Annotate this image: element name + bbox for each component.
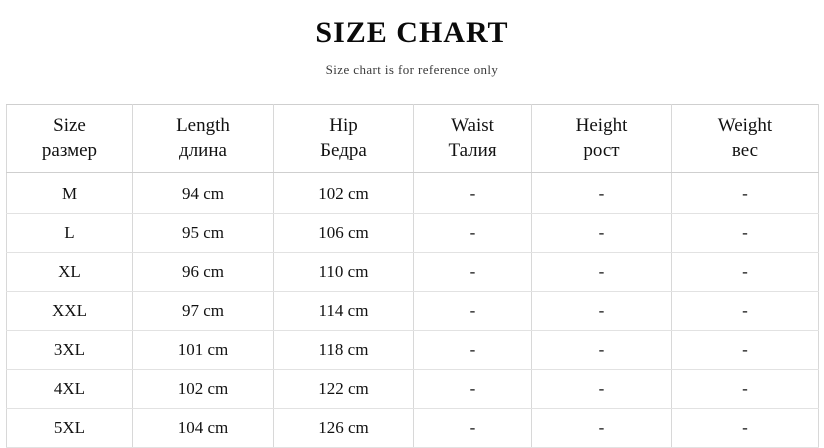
table-cell: - [532, 370, 672, 409]
column-header-label-secondary: размер [41, 140, 98, 161]
table-cell: - [672, 214, 819, 253]
table-cell: - [414, 292, 532, 331]
column-header-label-primary: Hip [329, 115, 358, 136]
table-row [7, 253, 819, 292]
table-cell-size: 4XL [7, 370, 133, 409]
table-cell: 102 cm [133, 370, 274, 409]
table-cell-size: 3XL [7, 331, 133, 370]
table-cell: 96 cm [133, 253, 274, 292]
table-cell: 106 cm [274, 214, 414, 253]
table-cell-size: XL [7, 253, 133, 292]
table-row [7, 370, 819, 409]
column-header-label-primary: Height [575, 115, 628, 136]
table-cell: 118 cm [274, 331, 414, 370]
column-header-label-secondary: длина [179, 140, 227, 161]
column-header-4 [532, 105, 672, 173]
table-cell: - [414, 370, 532, 409]
table-cell: - [672, 292, 819, 331]
table-row [7, 409, 819, 448]
column-header-label-secondary: вес [731, 140, 759, 161]
table-cell-size: M [7, 173, 133, 214]
table-cell: - [414, 253, 532, 292]
table-cell: - [532, 214, 672, 253]
column-header-label-secondary: Бедра [320, 140, 367, 161]
table-row [7, 173, 819, 214]
table-cell: - [672, 253, 819, 292]
table-cell: - [414, 173, 532, 214]
table-cell: - [414, 214, 532, 253]
table-cell: - [532, 331, 672, 370]
table-cell: 114 cm [274, 292, 414, 331]
column-header-label-primary: Length [176, 115, 230, 136]
size-chart-page [0, 16, 824, 446]
table-cell: - [414, 409, 532, 448]
table-cell: 104 cm [133, 409, 274, 448]
table-cell: 110 cm [274, 253, 414, 292]
table-cell-size: 5XL [7, 409, 133, 448]
table-cell: - [672, 173, 819, 214]
table-cell: 126 cm [274, 409, 414, 448]
column-header-label-primary: Waist [451, 115, 494, 136]
table-cell: 95 cm [133, 214, 274, 253]
column-header-5 [672, 105, 819, 173]
table-cell: - [532, 292, 672, 331]
column-header-3 [414, 105, 532, 173]
page-subtitle: Size chart is for reference only [325, 62, 499, 77]
table-header [7, 105, 819, 173]
size-chart-table-container [0, 104, 824, 448]
page-title: SIZE CHART [315, 16, 509, 49]
table-cell-size: L [7, 214, 133, 253]
table-body [7, 173, 819, 448]
column-header-label-secondary: рост [583, 140, 620, 161]
table-cell: - [414, 331, 532, 370]
table-cell: - [672, 331, 819, 370]
table-cell-size: XXL [7, 292, 133, 331]
table-cell: 101 cm [133, 331, 274, 370]
table-cell: - [532, 409, 672, 448]
table-header-row [7, 105, 819, 173]
table-cell: - [532, 253, 672, 292]
size-chart-table [6, 104, 819, 448]
column-header-1 [133, 105, 274, 173]
table-cell: 94 cm [133, 173, 274, 214]
column-header-label-secondary: Талия [448, 140, 497, 161]
table-cell: 122 cm [274, 370, 414, 409]
column-header-label-primary: Weight [717, 115, 773, 136]
column-header-label-primary: Size [53, 115, 86, 136]
table-cell: 102 cm [274, 173, 414, 214]
table-row [7, 292, 819, 331]
table-cell: - [672, 409, 819, 448]
table-row [7, 331, 819, 370]
column-header-0 [7, 105, 133, 173]
column-header-2 [274, 105, 414, 173]
table-cell: 97 cm [133, 292, 274, 331]
table-row [7, 214, 819, 253]
table-cell: - [672, 370, 819, 409]
table-cell: - [532, 173, 672, 214]
